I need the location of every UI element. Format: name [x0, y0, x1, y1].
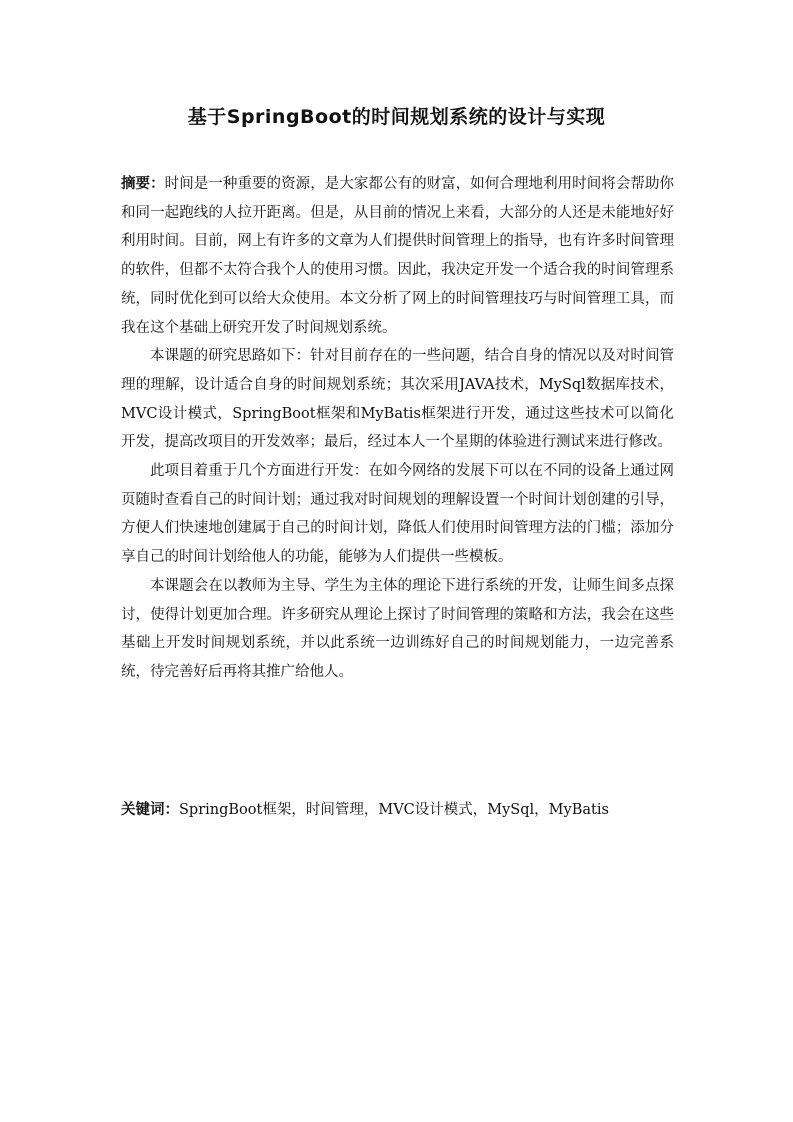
document-title: 基于SpringBoot的时间规划系统的设计与实现 [187, 106, 606, 128]
keywords-section [121, 796, 674, 824]
abstract-paragraph-1 [121, 170, 674, 342]
abstract-paragraph-4: 本课题会在以教师为主导、学生为主体的理论下进行系统的开发，让师生间多点探讨，使得计划更加合理。许多研究从理论上探讨了时间管理的策略和方法，我会在这些基础上开发时间规划系统，并以此系统一边训练好自己的时间规划能力，一边完善系统，待完善好后再将其推广给他人。 [121, 577, 674, 680]
abstract-label: 摘要： [121, 176, 165, 192]
abstract-paragraph-2: 本课题的研究思路如下：针对目前存在的一些问题，结合自身的情况以及对时间管理的理解，设计适合自身的时间规划系统；其次采用JAVA技术，MySql数据库技术，MVC设计模式，SpringBoot框架和MyBatis框架进行开发，通过这些技术可以简化开发，提高改项目的开发效率；最后，经过本人一个星期的体验进行测试来进行修改。 [121, 348, 674, 451]
keywords-text: SpringBoot框架，时间管理，MVC设计模式，MySql，MyBatis [179, 802, 609, 818]
abstract-paragraph-1-text: 时间是一种重要的资源，是大家都公有的财富，如何合理地利用时间将会帮助你和同一起跑线的人拉开距离。但是，从目前的情况上来看，大部分的人还是未能地好好利用时间。目前，网上有许多的文章为人们提供时间管理上的指导，也有许多时间管理的软件，但都不太符合我个人的使用习惯。因此，我决定开发一个适合我的时间管理系统，同时优化到可以给大众使用。本文分析了网上的时间管理技巧与时间管理工具，而我在这个基础上研究开发了时间规划系统。 [121, 176, 675, 336]
abstract-paragraph-3: 此项目着重于几个方面进行开发：在如今网络的发展下可以在不同的设备上通过网页随时查看自己的时间计划；通过我对时间规划的理解设置一个时间计划创建的引导，方便人们快速地创建属于自己的时间计划，降低人们使用时间管理方法的门槛；添加分享自己的时间计划给他人的功能，能够为人们提供一些模板。 [121, 463, 674, 566]
keywords-label: 关键词： [121, 802, 179, 818]
abstract-section [121, 170, 674, 687]
